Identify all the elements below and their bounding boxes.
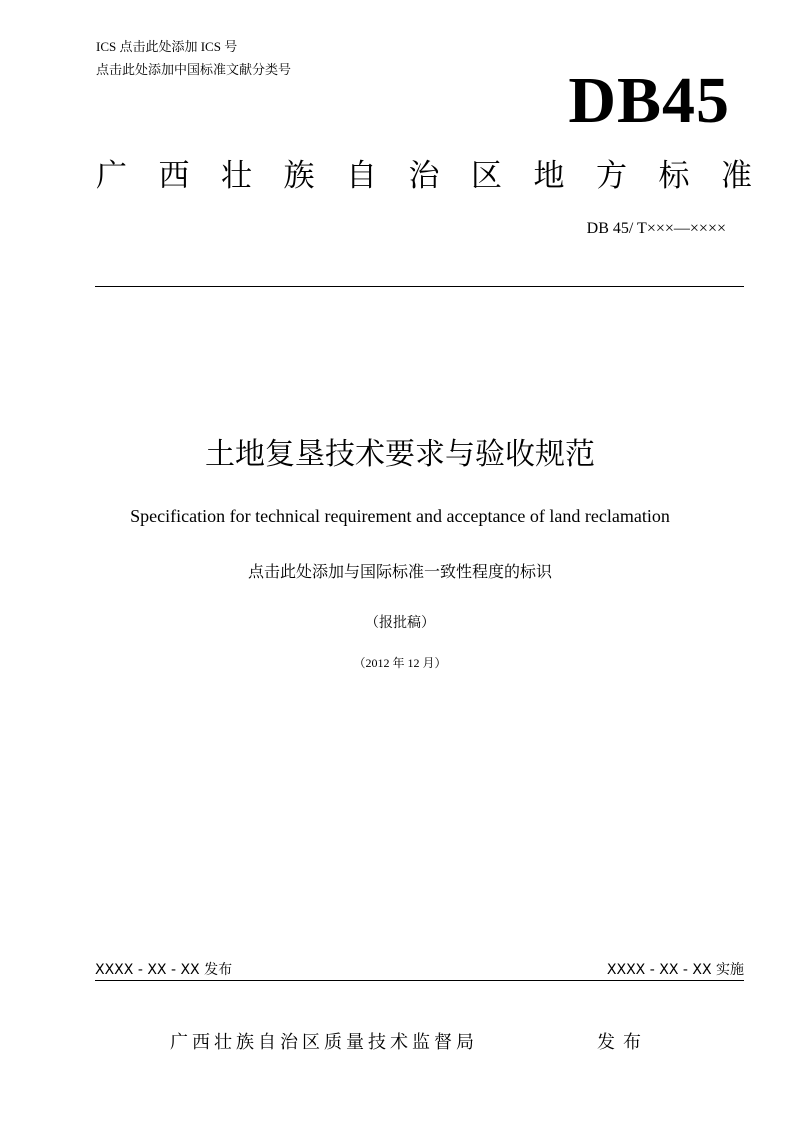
- title-chinese: 土地复垦技术要求与验收规范: [205, 437, 595, 472]
- issue-date: XXXX - XX - XX 发布: [95, 962, 233, 978]
- standard-type-char: 方: [596, 158, 627, 194]
- standard-number: DB 45/ T×××—××××: [586, 220, 726, 237]
- issue-label: 发布: [597, 1032, 649, 1053]
- issuing-authority: 广西壮族自治区质量技术监督局: [170, 1032, 478, 1053]
- ics-number: ICS 点击此处添加 ICS 号: [96, 39, 238, 54]
- top-divider: [95, 286, 744, 287]
- standard-type-char: 区: [471, 158, 502, 194]
- standard-type-char: 西: [158, 158, 190, 194]
- standard-type-char: 准: [721, 158, 752, 194]
- standard-type-char: 治: [408, 158, 440, 194]
- standard-type-heading: [96, 156, 752, 196]
- draft-status: （报批稿）: [365, 616, 435, 631]
- draft-date: （2012 年 12 月）: [353, 656, 447, 670]
- ccs-classification: 点击此处添加中国标准文献分类号: [96, 62, 292, 77]
- standard-type-char: 自: [346, 158, 377, 194]
- standard-type-char: 壮: [221, 158, 252, 194]
- standard-type-char: 广: [96, 158, 127, 194]
- standard-type-char: 族: [283, 158, 315, 194]
- db45-logo: DB45: [568, 64, 730, 137]
- consistency-marker: 点击此处添加与国际标准一致性程度的标识: [247, 564, 552, 581]
- bottom-divider: [95, 980, 744, 981]
- implementation-date: XXXX - XX - XX 实施: [606, 962, 744, 978]
- standard-type-char: 地: [533, 158, 565, 194]
- title-english: Specification for technical requirement and acceptance of land reclamation: [130, 506, 670, 526]
- standard-type-char: 标: [658, 158, 690, 194]
